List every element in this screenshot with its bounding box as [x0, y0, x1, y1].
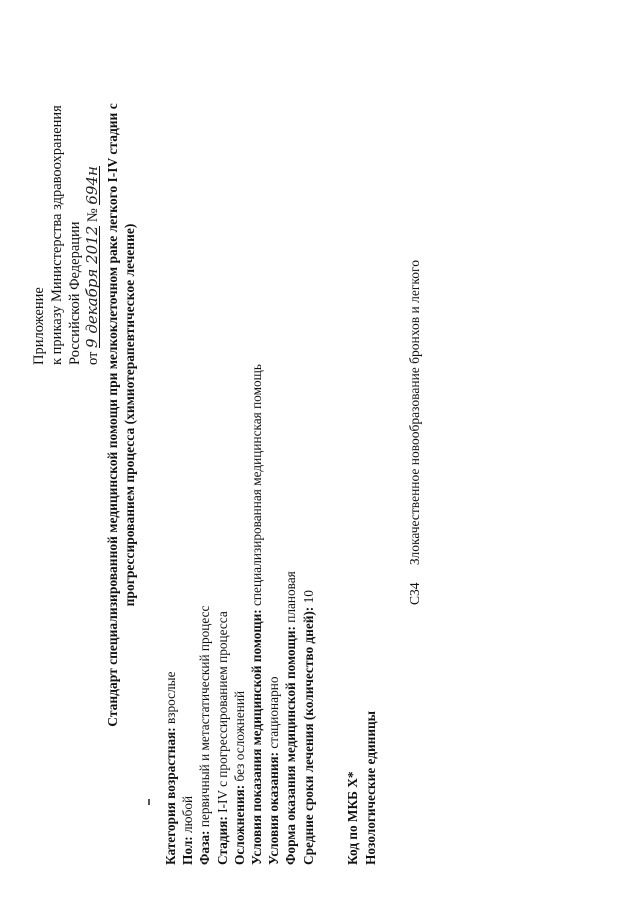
icd-code-heading: Код по МКБ X* — [345, 771, 360, 865]
param-phase: Фаза: первичный и метастатический процесс — [197, 605, 213, 865]
param-complications: Осложнения: без осложнений — [231, 690, 247, 865]
annex-order-line: к приказу Министерства здравоохранения — [49, 105, 65, 365]
icd-entry-code: С34 — [407, 582, 422, 605]
nosology-heading: Нозологические единицы — [363, 710, 378, 865]
date-prefix: от — [85, 351, 101, 365]
param-sex: Пол: любой — [180, 795, 196, 865]
annex-header — [30, 105, 102, 365]
handwritten-date: 9 декабря 2012 — [83, 225, 101, 348]
param-form: Форма оказания медицинской помощи: плановая — [283, 571, 299, 865]
handwritten-number: 694н — [83, 166, 101, 205]
annex-title: Приложение — [31, 287, 47, 365]
number-label: № — [85, 208, 101, 223]
param-setting: Условия оказания: стационарно — [266, 676, 282, 865]
param-duration: Средние сроки лечения (количество дней): 10 — [300, 590, 316, 865]
icd-entry — [406, 260, 423, 605]
title-line-1: Стандарт специализированной медицинской помощи при мелкоклеточном раке легкого I-IV стадии с — [105, 103, 120, 727]
standard-parameters — [162, 364, 317, 865]
annex-federation-line: Российской Федерации — [67, 221, 83, 365]
standard-title — [104, 35, 138, 795]
title-line-2: прогрессированием процесса (химиотерапевтическое лечение) — [122, 223, 137, 607]
icd-entry-name: Злокачественное новообразование бронхов и легкого — [407, 260, 422, 566]
param-age: Категория возрастная: взрослые — [163, 671, 178, 865]
param-care-type: Условия показания медицинской помощи: специализированная медицинская помощь — [249, 364, 265, 865]
annex-date-line — [84, 105, 102, 365]
scan-mark — [148, 799, 150, 805]
param-stage: Стадия: I-IV с прогрессированием процесса — [214, 611, 230, 865]
